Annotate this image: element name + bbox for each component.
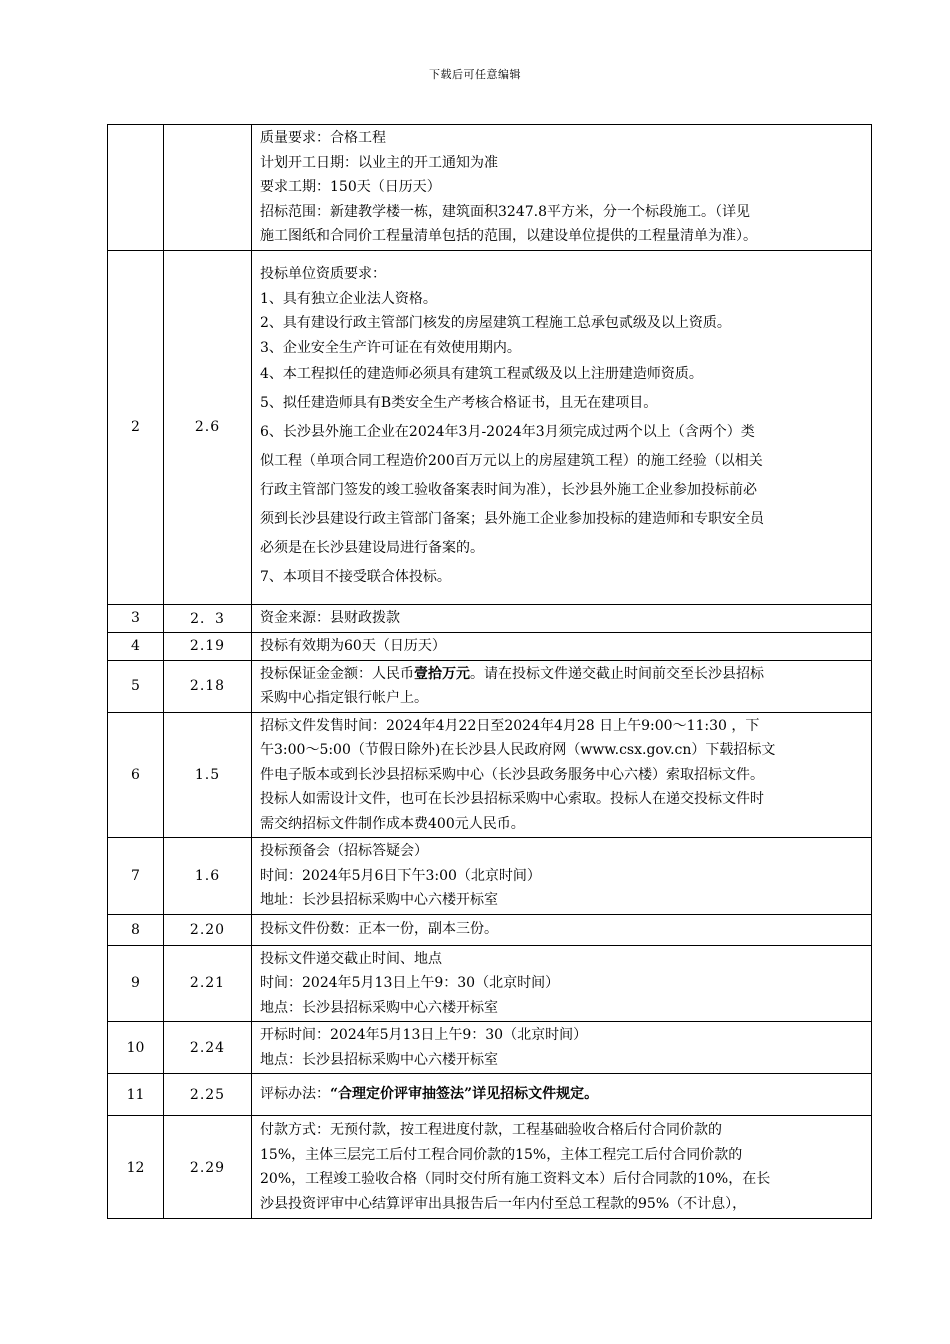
content-line: [260, 1082, 865, 1107]
row-number: 2: [108, 250, 164, 604]
content-cell: [252, 125, 872, 251]
page-header: 下载后可任意编辑: [429, 68, 521, 81]
text-segment: 投标保证金金额：人民币: [260, 665, 414, 682]
content-line: 行政主管部门签发的竣工验收备案表时间为准），长沙县外施工企业参加投标前必: [260, 482, 757, 498]
row-number: 12: [108, 1116, 164, 1219]
content-line: 4、本工程拟任的建造师必须具有建筑工程贰级及以上注册建造师资质。: [260, 366, 703, 382]
content-line: 午3:00～5:00（节假日除外)在长沙县人民政府网（www.csx.gov.cn）下载招标文: [260, 742, 776, 758]
row-number: 10: [108, 1022, 164, 1074]
content-line: 投标文件递交截止时间、地点: [260, 950, 442, 967]
content-line: 质量要求：合格工程: [260, 130, 386, 146]
clause-number: 2.19: [164, 632, 252, 660]
content-cell: [252, 914, 872, 945]
clause-number: 2.29: [164, 1116, 252, 1219]
content-cell: [252, 632, 872, 660]
content-line: 20%，工程竣工验收合格（同时交付所有施工资料文本）后付合同款的10%，在长: [260, 1171, 771, 1187]
content-line: 资金来源：县财政拨款: [260, 609, 400, 626]
content-cell: [252, 945, 872, 1022]
clause-number: 2.18: [164, 660, 252, 712]
content-line: 须到长沙县建设行政主管部门备案；县外施工企业参加投标的建造师和专职安全员: [260, 511, 764, 527]
content-line: 6、长沙县外施工企业在2024年3月-2024年3月须完成过两个以上（含两个）类: [260, 424, 755, 440]
content-line: 投标人如需设计文件，也可在长沙县招标采购中心索取。投标人在递交投标文件时: [260, 791, 764, 807]
content-cell: [252, 1022, 872, 1074]
content-cell: [252, 838, 872, 915]
clause-number: 2.20: [164, 914, 252, 945]
content-line: 施工图纸和合同价工程量清单包括的范围，以建设单位提供的工程量清单为准）。: [260, 228, 757, 244]
content-line: 要求工期：150天（日历天）: [260, 179, 441, 195]
clause-number: 2.24: [164, 1022, 252, 1074]
row-number: 5: [108, 660, 164, 712]
method-bold: “合理定价评审抽签法”详见招标文件规定。: [330, 1086, 599, 1103]
content-line: 2、具有建设行政主管部门核发的房屋建筑工程施工总承包贰级及以上资质。: [260, 315, 731, 331]
content-cell: [252, 1074, 872, 1116]
content-line: 投标预备会（招标答疑会）: [260, 843, 428, 859]
content-line: 件电子版本或到长沙县招标采购中心（长沙县政务服务中心六楼）索取招标文件。: [260, 766, 764, 783]
clause-number: 1.6: [164, 838, 252, 915]
table-row: [108, 660, 872, 712]
content-cell: [252, 660, 872, 712]
content-line: 3、企业安全生产许可证在有效使用期内。: [260, 339, 521, 356]
table-row: [108, 604, 872, 632]
content-line: 开标时间：2024年5月13日上午9：30（北京时间）: [260, 1027, 588, 1043]
spec-table: [107, 124, 872, 1219]
content-line: 必须是在长沙县建设局进行备案的。: [260, 540, 484, 556]
content-cell: [252, 604, 872, 632]
table-row: [108, 712, 872, 838]
content-line: 地点：长沙县招标采购中心六楼开标室: [260, 999, 498, 1016]
row-number: 11: [108, 1074, 164, 1116]
content-cell: [252, 250, 872, 604]
content-line: 付款方式：无预付款，按工程进度付款，工程基础验收合格后付合同价款的: [260, 1122, 722, 1138]
content-cell: [252, 1116, 872, 1219]
content-line: 投标单位资质要求：: [260, 266, 386, 282]
table-row: [108, 1116, 872, 1219]
table-row: [108, 838, 872, 915]
amount-bold: 壹拾万元: [414, 665, 470, 682]
clause-number: 2.25: [164, 1074, 252, 1116]
content-line: 15%，主体三层完工后付工程合同价款的15%，主体工程完工后付合同价款的: [260, 1146, 743, 1163]
content-line: [260, 662, 865, 687]
content-line: 计划开工日期：以业主的开工通知为准: [260, 154, 498, 171]
row-number: 3: [108, 604, 164, 632]
row-number: 7: [108, 838, 164, 915]
text-segment: 。请在投标文件递交截止时间前交至长沙县招标: [470, 665, 764, 682]
clause-number: 2.6: [164, 250, 252, 604]
content-line: 招标范围：新建教学楼一栋，建筑面积3247.8平方米，分一个标段施工。（详见: [260, 203, 750, 220]
table-row: [108, 914, 872, 945]
row-number: 6: [108, 712, 164, 838]
content-line: 采购中心指定银行帐户上。: [260, 690, 428, 706]
row-number: 9: [108, 945, 164, 1022]
clause-number: 2．3: [164, 604, 252, 632]
content-line: 沙县投资评审中心结算评审出具报告后一年内付至总工程款的95%（不计息），: [260, 1195, 747, 1212]
row-number: 4: [108, 632, 164, 660]
content-line: 7、本项目不接受联合体投标。: [260, 569, 451, 585]
clause-number: 1.5: [164, 712, 252, 838]
content-line: 1、具有独立企业法人资格。: [260, 290, 437, 307]
clause-number: [164, 125, 252, 251]
row-number: 8: [108, 914, 164, 945]
content-line: 招标文件发售时间：2024年4月22日至2024年4月28 日上午9:00～11:30 ，下: [260, 717, 760, 734]
table-row: [108, 632, 872, 660]
table-row: [108, 1074, 872, 1116]
content-line: 时间：2024年5月13日上午9：30（北京时间）: [260, 975, 560, 991]
table-row: [108, 125, 872, 251]
content-line: 需交纳招标文件制作成本费400元人民币。: [260, 815, 525, 832]
clause-number: 2.21: [164, 945, 252, 1022]
table-row: [108, 250, 872, 604]
table-row: [108, 945, 872, 1022]
content-line: 似工程（单项合同工程造价200百万元以上的房屋建筑工程）的施工经验（以相关: [260, 453, 763, 469]
content-line: 时间：2024年5月6日下午3:00（北京时间）: [260, 867, 541, 884]
row-number: [108, 125, 164, 251]
table-row: [108, 1022, 872, 1074]
content-line: 地址：长沙县招标采购中心六楼开标室: [260, 892, 498, 908]
content-line: 5、拟任建造师具有B类安全生产考核合格证书，且无在建项目。: [260, 395, 658, 411]
content-line: 地点：长沙县招标采购中心六楼开标室: [260, 1051, 498, 1068]
content-line: 投标有效期为60天（日历天）: [260, 637, 446, 654]
text-segment: 评标办法：: [260, 1086, 330, 1103]
content-cell: [252, 712, 872, 838]
content-line: 投标文件份数：正本一份，副本三份。: [260, 921, 498, 938]
